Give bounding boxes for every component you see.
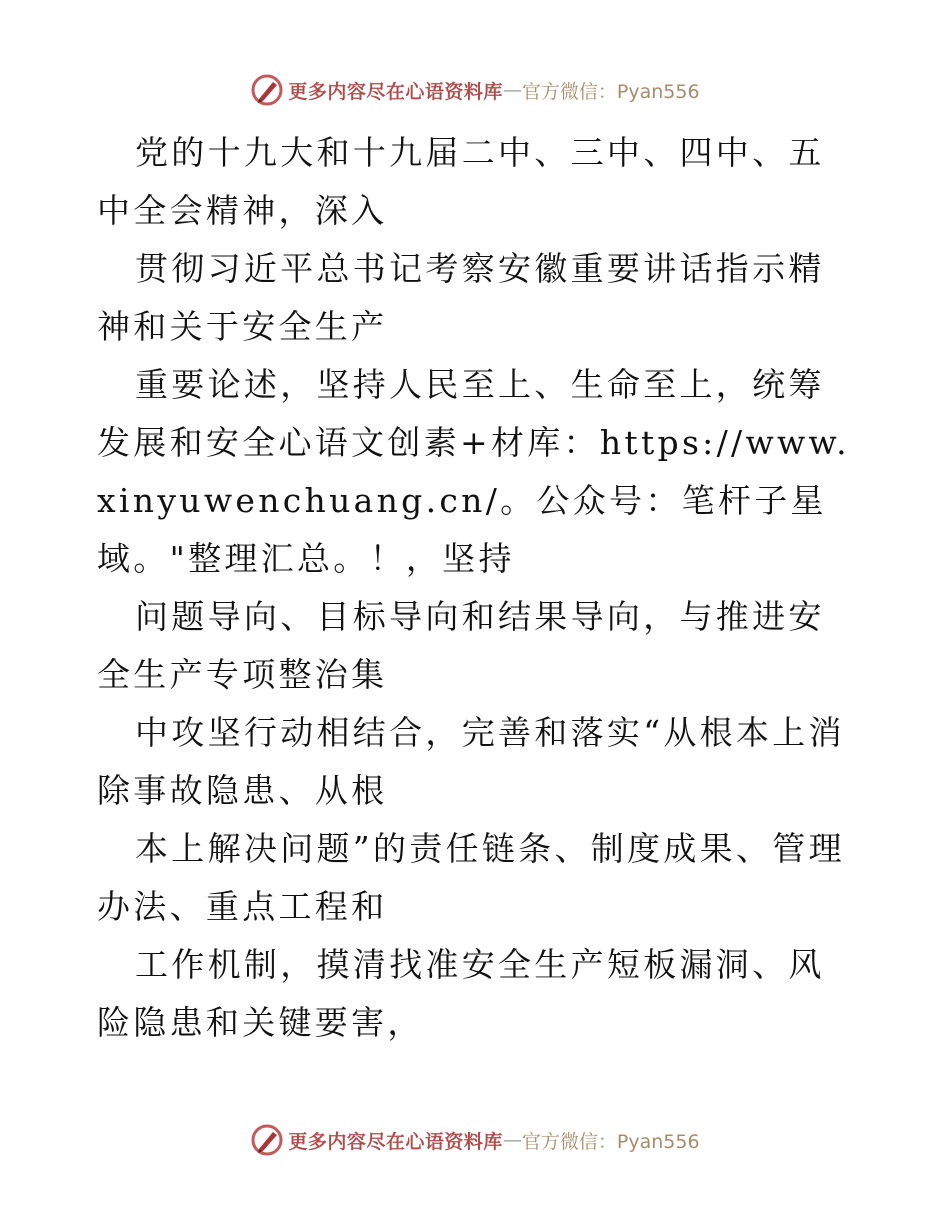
footer-watermark-banner (0, 1122, 950, 1158)
paragraph-7: 工作机制，摸清找准安全生产短板漏洞、风险隐患和关键要害， (97, 945, 825, 1042)
pen-circle-icon (250, 1123, 284, 1157)
header-watermark-banner (0, 72, 950, 108)
paragraph-4: 问题导向、目标导向和结果导向，与推进安全生产专项整治集 (97, 597, 825, 694)
document-body (97, 124, 857, 1052)
paragraph-5: 中攻坚行动相结合，完善和落实“从根本上消除事故隐患、从根 (97, 713, 845, 810)
paragraph-3: 重要论述，坚持人民至上、生命至上，统筹发展和安全心语文创素+材库：https://www.xinyuwenchuang.cn/。公众号：笔杆子星域。"整理汇总。！，坚持 (97, 365, 850, 578)
paragraph-6: 本上解决问题”的责任链条、制度成果、管理办法、重点工程和 (97, 829, 845, 926)
banner-main-text: 更多内容尽在心语资料库 (288, 1130, 503, 1153)
banner-wechat-text: 官方微信：Pyan556 (521, 80, 700, 103)
banner-main-text: 更多内容尽在心语资料库 (288, 80, 503, 103)
pen-circle-icon (250, 73, 284, 107)
banner-separator: — (502, 1129, 522, 1151)
banner-separator: — (502, 79, 522, 101)
paragraph-2: 贯彻习近平总书记考察安徽重要讲话指示精神和关于安全生产 (97, 249, 825, 346)
banner-wechat-text: 官方微信：Pyan556 (521, 1130, 700, 1153)
paragraph-1: 党的十九大和十九届二中、三中、四中、五中全会精神，深入 (97, 133, 825, 230)
